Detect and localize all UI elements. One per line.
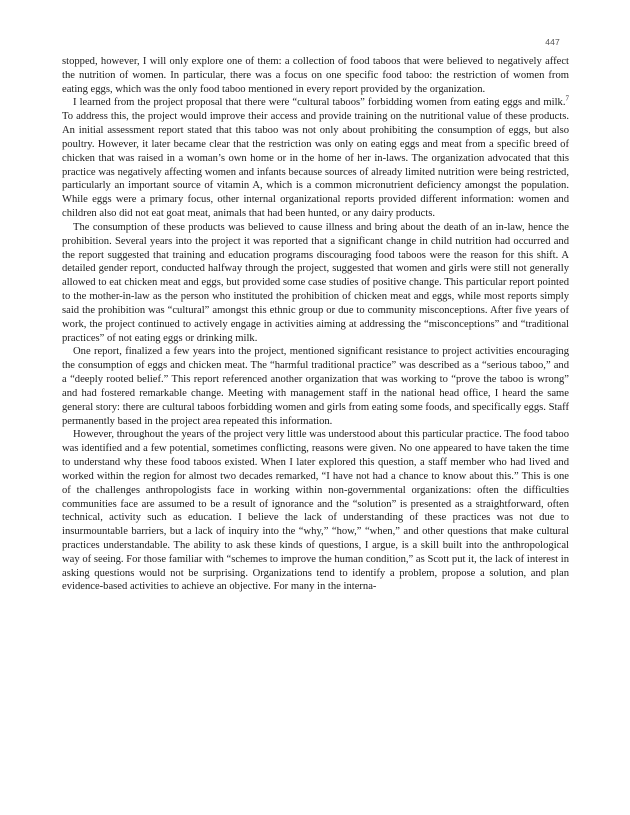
paragraph-2-text-end: To address this, the project would improve their access and provide training on the nutritional value of these products. An initial assessment report stated that this taboo was not only about prohibiting the consumption of eggs, but also poultry. However, it later became clear that the restriction was only on eating eggs and meat from a specific breed of chicken that was raised in a woman’s own home or in the home of her in-laws. The organization advocated that this practice was negatively affecting women and infants because sources of already limited nutrition were being restricted, particularly an important source of vitamin A, which is a common micronutrient deficiency amongst the population. While eggs were a primary focus, other internal organizational reports provided different information: women and children also did not eat goat meat, animals that had been hunted, or any dairy products. — [62, 111, 569, 220]
body-text — [62, 55, 569, 594]
paragraph-5: However, throughout the years of the project very little was understood about this particular practice. The food taboo was identified and a few potential, sometimes conflicting, reasons were given. No one appeared to have taken the time to understand why these food taboos existed. When I later explored this question, a staff member who had lived and worked within the region for almost two decades remarked, “I have not had a chance to know about this.” This is one of the challenges anthropologists face in working within non-governmental organizations: often the difficulties communities face are assumed to be a result of ignorance and the “solution” is presented as a straightforward, often technical, activity such as education. I believe the lack of understanding of these practices was not due to insurmountable barriers, but a lack of inquiry into the “why,” “how,” “when,” and other questions that make cultural practices understandable. The ability to ask these kinds of questions, I argue, is a skill built into the anthropological way of seeing. For those familiar with “schemes to improve the human condition,” as Scott put it, the lack of interest in asking questions would not be surprising. Organizations tend to identify a problem, propose a solution, and plan evidence-based activities to achieve an objective. For many in the interna- — [62, 429, 569, 593]
paragraph-2 — [62, 96, 569, 220]
paragraph-1: stopped, however, I will only explore one of them: a collection of food taboos that were believed to negatively affect the nutrition of women. In particular, there was a focus on one specific food taboo: the restriction of women from eating eggs, which was the only food taboo mentioned in every report provided by the organization. — [62, 56, 569, 95]
paragraph-4: One report, finalized a few years into the project, mentioned significant resistance to project activities encouraging the consumption of eggs and chicken meat. The “harmful traditional practice” was described as a “serious taboo,” and a “deeply rooted belief.” This report referenced another organization that was working to “prove the taboo is wrong” and had fostered remarkable change. Meeting with management staff in the national head office, I heard the same general story: there are cultural taboos forbidding women and girls from eating some foods, and specifically eggs. Staff permanently based in the project area repeated this information. — [62, 346, 569, 427]
paragraph-2-text-start: I learned from the project proposal that there were “cultural taboos” forbidding women from eating eggs and milk. — [73, 97, 566, 109]
paragraph-3: The consumption of these products was believed to cause illness and bring about the death of an in-law, hence the prohibition. Several years into the project it was reported that a significant change in child nutrition had occurred and the report suggested that training and education programs discouraging food taboos were the reason for this shift. A detailed gender report, conducted halfway through the project, suggested that women and girls were still not generally allowed to eat chicken meat and eggs, but provided some case studies of positive change. This particular report pointed to the mother-in-law as the person who instituted the prohibition of chicken meat and eggs, while most reports simply said the prohibition was “cultural” amongst this ethnic group or due to community misconceptions. After five years of work, the project continued to actively engage in activities aiming at addressing the “misconceptions” and “traditional practices” of not eating eggs or drinking milk. — [62, 221, 569, 344]
footnote-reference-7[interactable]: 7 — [565, 94, 569, 103]
page-number: 447 — [545, 37, 560, 47]
